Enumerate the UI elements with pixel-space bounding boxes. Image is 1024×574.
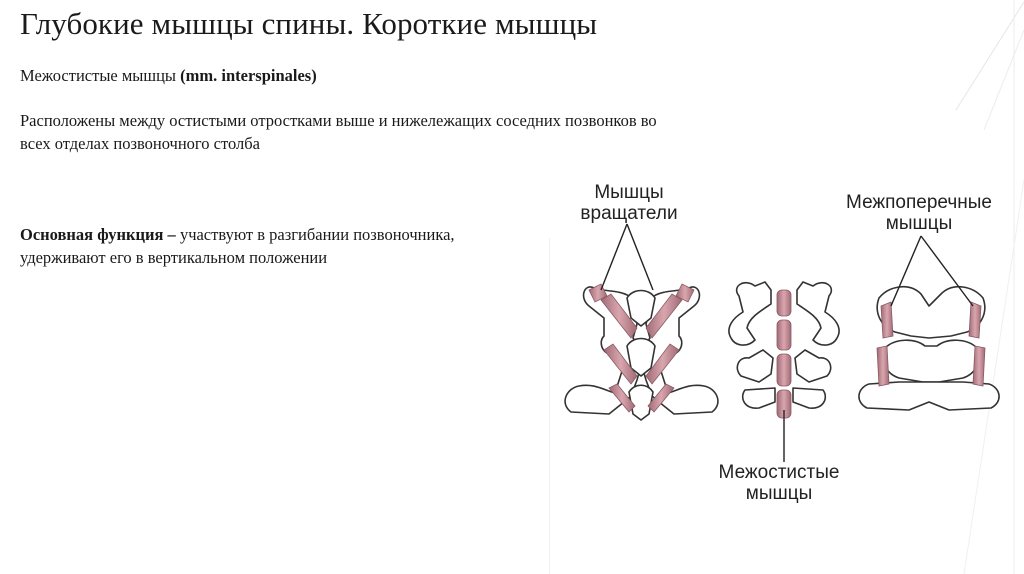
function-paragraph bbox=[20, 223, 540, 269]
label-rotator-muscles bbox=[569, 182, 689, 224]
description-paragraph: Расположены между остистыми отростками выше и нижележащих соседних позвонков во всех отделах позвоночного столба bbox=[20, 111, 657, 153]
label-interspinales-muscles bbox=[694, 462, 864, 504]
rotator-pointer-lines bbox=[601, 224, 653, 290]
subtitle bbox=[20, 64, 317, 87]
function-heading: Основная функция – bbox=[20, 225, 176, 244]
label-interspinales-line1: Межостистые bbox=[718, 462, 840, 483]
subtitle-latin: (mm. interspinales) bbox=[180, 66, 317, 85]
spine-illustration bbox=[549, 178, 1019, 574]
vertebrae-rotators bbox=[565, 287, 718, 420]
interspinales-muscle bbox=[777, 290, 791, 418]
label-intertransverse-muscles bbox=[834, 192, 1004, 234]
label-intertransverse-line2: мышцы bbox=[885, 213, 953, 234]
label-rotators-line2: вращатели bbox=[580, 203, 678, 224]
label-rotators-line1: Мышцы bbox=[594, 182, 664, 203]
subtitle-text: Межостистые мышцы bbox=[20, 66, 181, 85]
anatomy-figure bbox=[549, 178, 1019, 574]
slide-title: Глубокие мышцы спины. Короткие мышцы bbox=[20, 6, 598, 41]
label-intertransverse-line1: Межпоперечные bbox=[846, 192, 992, 213]
function-text: участвуют в разгибании позвоночника, удерживают его в вертикальном положении bbox=[20, 225, 455, 267]
label-interspinales-line2: мышцы bbox=[745, 483, 813, 504]
